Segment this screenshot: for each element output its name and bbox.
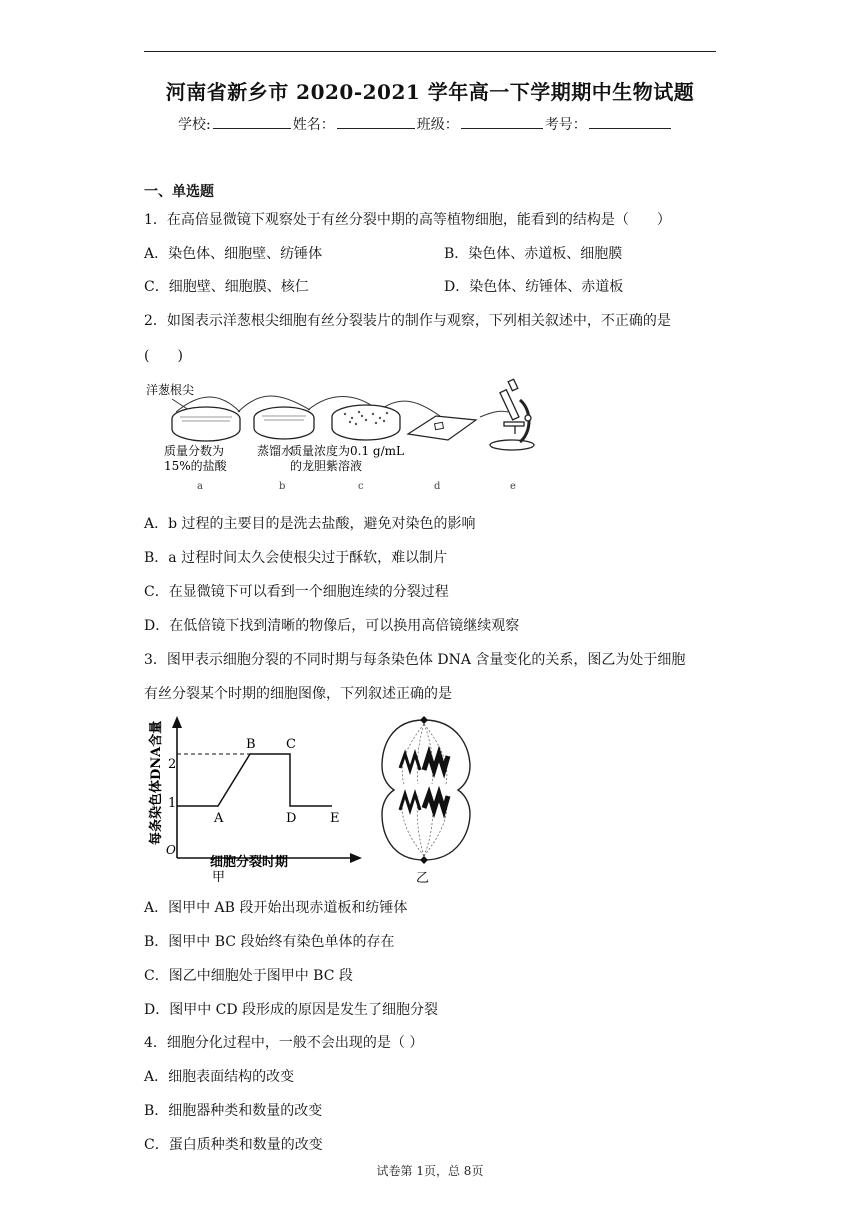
q1-option-b: B．染色体、赤道板、细胞膜 [444,246,623,262]
header-rule [144,51,716,52]
q1-option-a: A．染色体、细胞壁、纺锤体 [144,246,323,262]
q3-option-b: B．图甲中 BC 段始终有染色单体的存在 [144,934,395,950]
chart-x-axis-arrow [350,853,362,863]
dish-c [332,405,400,440]
school-label: 学校: [178,117,211,133]
q3-stem-line1: 3．图甲表示细胞分裂的不同时期与每条染色体 DNA 含量变化的关系，图乙为处于细胞 [144,652,686,668]
q2-figure [140,372,540,494]
q4-option-b: B．细胞器种类和数量的改变 [144,1103,323,1119]
step-label-e: e [510,481,516,492]
step-label-b: b [279,481,286,492]
step-label-d: d [434,481,441,492]
q3-figure-yi [378,714,478,886]
student-info-line [178,114,673,134]
chart-point-label-c: C [286,737,296,752]
step-label-c: c [358,481,364,492]
root-tip-label: 洋葱根尖 [146,383,195,397]
chart-x-axis-label: 细胞分裂时期 [210,855,289,870]
q3-stem-line2: 有丝分裂某个时期的细胞图像，下列叙述正确的是 [144,686,452,702]
dish-a-label-line2: 15%的盐酸 [164,459,227,473]
page-title: 河南省新乡市 2020-2021 学年高一下学期期中生物试题 [165,80,695,104]
q4-option-c: C．蛋白质种类和数量的改变 [144,1137,323,1153]
step-label-a: a [197,481,203,492]
chart-y-axis-label: 每条染色体DNA含量 [149,720,164,845]
exam-no-blank [589,114,671,129]
q2-option-d: D．在低倍镜下找到清晰的物像后，可以换用高倍镜继续观察 [144,618,520,634]
chart-point-label-a: A [214,811,224,826]
chart-y-axis-arrow [172,716,182,728]
q1-stem: 1．在高倍显微镜下观察处于有丝分裂中期的高等植物细胞，能看到的结构是（ ） [144,212,671,228]
q2-stem-line2: ( ) [144,348,183,364]
q1-option-d: D．染色体、纺锤体、赤道板 [444,279,624,295]
microscope-e [490,379,534,450]
dish-a-label-line1: 质量分数为 [164,444,225,458]
chart-point-label-d: D [286,811,297,826]
chart-caption: 甲 [212,870,226,882]
q1-option-c: C．细胞壁、细胞膜、核仁 [144,279,309,295]
exam-no-label: 考号： [544,117,587,133]
chart-point-label-e: E [330,811,340,826]
dish-c-label-line2: 的龙胆紫溶液 [290,459,363,473]
dividing-cell-outline [382,720,470,860]
section-heading: 一、单选题 [144,184,214,200]
chart-origin-label: O [166,843,176,857]
chart-ytick-2: 2 [168,757,177,772]
q3-option-c: C．图乙中细胞处于图甲中 BC 段 [144,968,353,984]
dish-c-label-line1: 质量浓度为0.1 g/mL [290,444,404,458]
q2-option-a: A．b 过程的主要目的是洗去盐酸，避免对染色的影响 [144,516,476,532]
q2-option-b: B．a 过程时间太久会使根尖过于酥软，难以制片 [144,550,448,566]
q3-option-a: A．图甲中 AB 段开始出现赤道板和纺锤体 [144,900,408,916]
q4-stem: 4．细胞分化过程中，一般不会出现的是（ ） [144,1035,424,1051]
dish-b-label: 蒸馏水 [257,444,294,458]
name-label: 姓名： [292,117,335,133]
chart-ytick-1: 1 [168,796,177,811]
q4-option-a: A．细胞表面结构的改变 [144,1069,295,1085]
figure-yi-caption: 乙 [416,871,430,886]
q2-option-c: C．在显微镜下可以看到一个细胞连续的分裂过程 [144,584,449,600]
q3-chart-jia [140,710,370,882]
chart-point-labels [213,737,340,826]
q3-option-d: D．图甲中 CD 段形成的原因是发生了细胞分裂 [144,1002,439,1018]
school-blank [213,114,291,129]
class-blank [461,114,543,129]
class-label: 班级： [416,117,459,133]
dish-a [172,407,240,441]
name-blank [337,114,415,129]
slide-d [408,416,476,440]
q2-stem-line1: 2．如图表示洋葱根尖细胞有丝分裂装片的制作与观察，下列相关叙述中，不正确的是 [144,313,671,329]
page-footer: 试卷第 1页，总 8页 [376,1164,484,1178]
chart-series-line [177,754,332,806]
chart-point-label-b: B [246,737,256,752]
dish-b [254,407,314,439]
